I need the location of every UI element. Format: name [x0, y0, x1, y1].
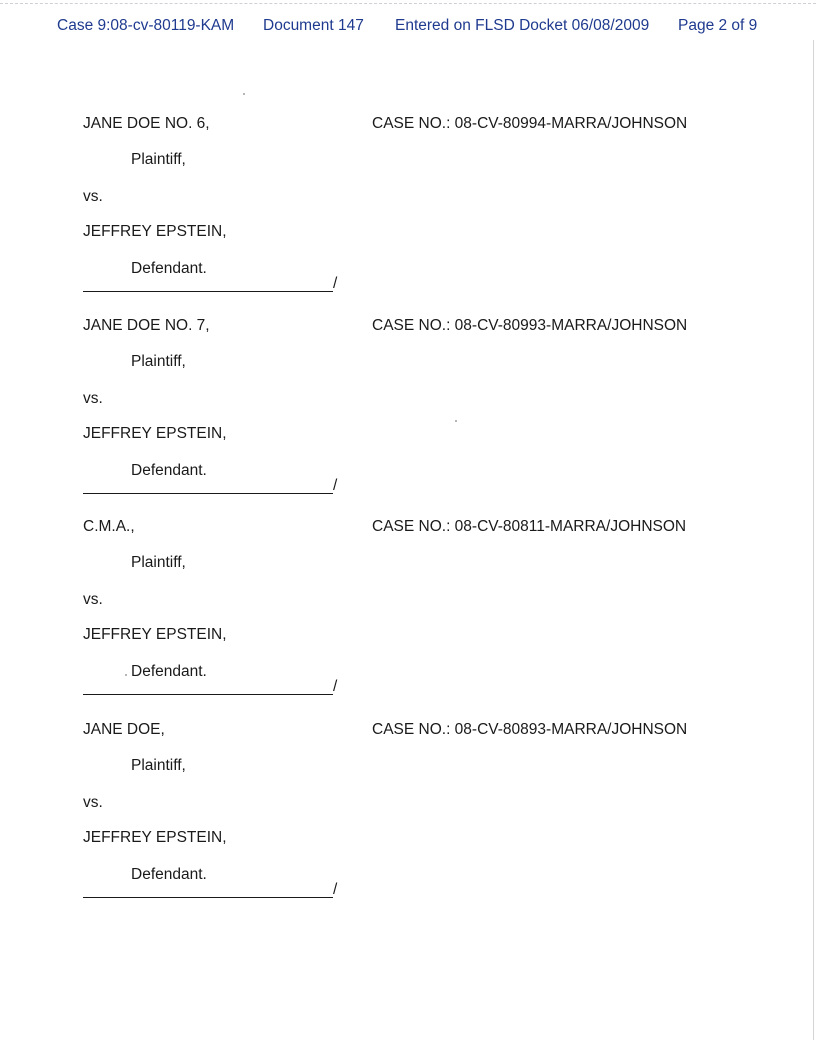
- defendant-role: Defendant.: [131, 663, 207, 680]
- case-number: CASE NO.: 08-CV-80893-MARRA/JOHNSON: [372, 721, 688, 738]
- caption-slash: /: [333, 678, 338, 695]
- stamp-page-number: Page 2 of 9: [678, 17, 758, 34]
- versus-label: vs.: [83, 188, 103, 205]
- defendant-name: JEFFREY EPSTEIN,: [83, 829, 227, 846]
- defendant-role: Defendant.: [131, 462, 207, 479]
- defendant-role: Defendant.: [131, 260, 207, 277]
- versus-label: vs.: [83, 794, 103, 811]
- scan-speck: [125, 674, 127, 676]
- case-caption: [0, 721, 816, 911]
- stamp-document-number: Document 147: [263, 17, 364, 34]
- caption-rule: [83, 493, 333, 494]
- versus-label: vs.: [83, 390, 103, 407]
- caption-slash: /: [333, 275, 338, 292]
- defendant-name: JEFFREY EPSTEIN,: [83, 626, 227, 643]
- case-caption: [0, 518, 816, 708]
- case-number: CASE NO.: 08-CV-80811-MARRA/JOHNSON: [372, 518, 687, 535]
- plaintiff-name: JANE DOE NO. 7,: [83, 317, 210, 334]
- docket-header-stamp: [0, 17, 816, 39]
- plaintiff-role: Plaintiff,: [131, 554, 186, 571]
- versus-label: vs.: [83, 591, 103, 608]
- plaintiff-name: C.M.A.,: [83, 518, 135, 535]
- case-caption: [0, 317, 816, 507]
- plaintiff-role: Plaintiff,: [131, 757, 186, 774]
- stamp-entered-date: Entered on FLSD Docket 06/08/2009: [395, 17, 650, 34]
- case-caption: [0, 115, 816, 305]
- defendant-name: JEFFREY EPSTEIN,: [83, 425, 227, 442]
- scan-top-edge: [0, 3, 816, 4]
- caption-rule: [83, 897, 333, 898]
- plaintiff-name: JANE DOE,: [83, 721, 165, 738]
- scan-speck: [455, 420, 457, 422]
- defendant-name: JEFFREY EPSTEIN,: [83, 223, 227, 240]
- case-number: CASE NO.: 08-CV-80993-MARRA/JOHNSON: [372, 317, 688, 334]
- plaintiff-name: JANE DOE NO. 6,: [83, 115, 210, 132]
- caption-slash: /: [333, 477, 338, 494]
- case-number: CASE NO.: 08-CV-80994-MARRA/JOHNSON: [372, 115, 688, 132]
- caption-rule: [83, 291, 333, 292]
- stamp-case-number: Case 9:08-cv-80119-KAM: [57, 17, 235, 34]
- plaintiff-role: Plaintiff,: [131, 151, 186, 168]
- scan-speck: [243, 93, 245, 95]
- caption-slash: /: [333, 881, 338, 898]
- plaintiff-role: Plaintiff,: [131, 353, 186, 370]
- caption-rule: [83, 694, 333, 695]
- defendant-role: Defendant.: [131, 866, 207, 883]
